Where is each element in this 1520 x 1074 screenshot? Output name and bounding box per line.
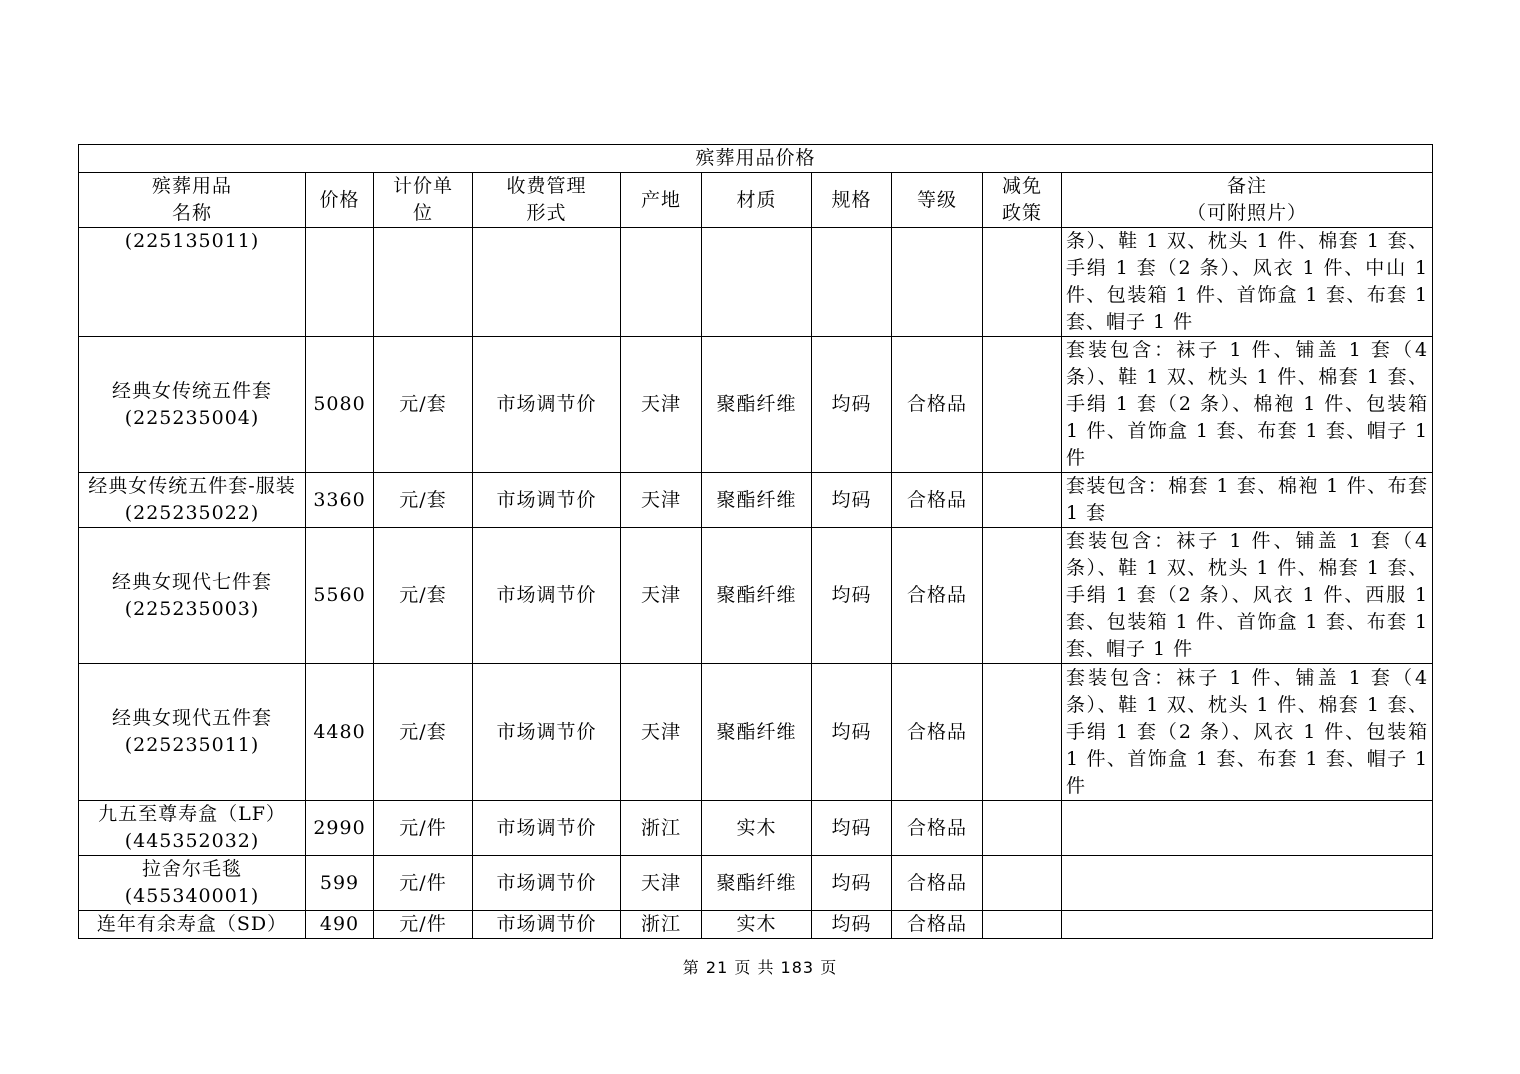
footer-total-pages: 183	[780, 958, 815, 977]
cell-fee-type	[473, 228, 621, 337]
table-row	[79, 664, 1433, 801]
cell-price	[306, 228, 374, 337]
header-price: 价格	[306, 173, 374, 228]
cell-spec: 均码	[812, 473, 892, 528]
cell-material: 聚酯纤维	[702, 473, 812, 528]
cell-remark: 套装包含：袜子 1 件、铺盖 1 套（4 条）、鞋 1 双、枕头 1 件、棉套 1 套、手绢 1 套（2 条）、棉袍 1 件、包装箱 1 件、首饰盒 1 套、布套 1 套、帽子 1 件	[1062, 337, 1433, 473]
cell-name: 连年有余寿盒（SD）	[79, 911, 306, 939]
cell-price: 4480	[306, 664, 374, 801]
cell-grade: 合格品	[892, 856, 983, 911]
table-row	[79, 856, 1433, 911]
cell-unit: 元/套	[374, 473, 473, 528]
cell-fee-type: 市场调节价	[473, 473, 621, 528]
table-row	[79, 911, 1433, 939]
cell-fee-type: 市场调节价	[473, 664, 621, 801]
header-spec: 规格	[812, 173, 892, 228]
cell-name: 经典女现代五件套 (225235011)	[79, 664, 306, 801]
header-unit: 计价单 位	[374, 173, 473, 228]
cell-remark: 套装包含：袜子 1 件、铺盖 1 套（4 条）、鞋 1 双、枕头 1 件、棉套 1 套、手绢 1 套（2 条）、风衣 1 件、包装箱 1 件、首饰盒 1 套、布套 1 套、帽子 1 件	[1062, 664, 1433, 801]
cell-remark	[1062, 911, 1433, 939]
cell-remark: 套装包含：棉套 1 套、棉袍 1 件、布套 1 套	[1062, 473, 1433, 528]
header-row	[79, 173, 1433, 228]
cell-material: 实木	[702, 801, 812, 856]
cell-origin	[621, 228, 702, 337]
cell-fee-type: 市场调节价	[473, 337, 621, 473]
cell-material: 聚酯纤维	[702, 664, 812, 801]
cell-name: 经典女传统五件套 (225235004)	[79, 337, 306, 473]
cell-fee-type: 市场调节价	[473, 911, 621, 939]
cell-policy	[983, 337, 1062, 473]
cell-unit: 元/件	[374, 801, 473, 856]
cell-origin: 浙江	[621, 911, 702, 939]
cell-fee-type: 市场调节价	[473, 528, 621, 664]
cell-name: 经典女现代七件套 (225235003)	[79, 528, 306, 664]
cell-price: 5560	[306, 528, 374, 664]
cell-policy	[983, 528, 1062, 664]
page-footer	[0, 955, 1520, 978]
footer-middle: 页 共	[734, 958, 775, 977]
footer-suffix: 页	[820, 958, 838, 977]
header-origin: 产地	[621, 173, 702, 228]
cell-policy	[983, 228, 1062, 337]
cell-origin: 浙江	[621, 801, 702, 856]
header-material: 材质	[702, 173, 812, 228]
footer-page-number: 21	[705, 958, 729, 977]
table-row	[79, 528, 1433, 664]
cell-material: 实木	[702, 911, 812, 939]
cell-unit: 元/件	[374, 911, 473, 939]
cell-policy	[983, 664, 1062, 801]
cell-policy	[983, 856, 1062, 911]
header-fee-type: 收费管理 形式	[473, 173, 621, 228]
cell-grade: 合格品	[892, 664, 983, 801]
cell-remark: 套装包含：袜子 1 件、铺盖 1 套（4 条）、鞋 1 双、枕头 1 件、棉套 1 套、手绢 1 套（2 条）、风衣 1 件、西服 1 套、包装箱 1 件、首饰盒 1 套、布套 1 套、帽子 1 件	[1062, 528, 1433, 664]
cell-origin: 天津	[621, 856, 702, 911]
cell-spec: 均码	[812, 664, 892, 801]
table-row	[79, 473, 1433, 528]
cell-origin: 天津	[621, 473, 702, 528]
cell-name: 经典女传统五件套-服装(225235022)	[79, 473, 306, 528]
cell-unit: 元/套	[374, 664, 473, 801]
cell-material	[702, 228, 812, 337]
cell-policy	[983, 473, 1062, 528]
cell-policy	[983, 911, 1062, 939]
cell-remark: 条）、鞋 1 双、枕头 1 件、棉套 1 套、手绢 1 套（2 条）、风衣 1 件、中山 1 件、包装箱 1 件、首饰盒 1 套、布套 1 套、帽子 1 件	[1062, 228, 1433, 337]
cell-material: 聚酯纤维	[702, 528, 812, 664]
cell-spec	[812, 228, 892, 337]
cell-grade: 合格品	[892, 801, 983, 856]
cell-name: 拉舍尔毛毯 (455340001)	[79, 856, 306, 911]
cell-unit	[374, 228, 473, 337]
cell-policy	[983, 801, 1062, 856]
cell-grade	[892, 228, 983, 337]
cell-name: (225135011)	[79, 228, 306, 337]
cell-unit: 元/套	[374, 528, 473, 664]
header-remark: 备注 （可附照片）	[1062, 173, 1433, 228]
cell-spec: 均码	[812, 801, 892, 856]
cell-spec: 均码	[812, 856, 892, 911]
cell-price: 3360	[306, 473, 374, 528]
cell-material: 聚酯纤维	[702, 856, 812, 911]
cell-origin: 天津	[621, 528, 702, 664]
cell-grade: 合格品	[892, 528, 983, 664]
price-table	[78, 144, 1433, 939]
cell-spec: 均码	[812, 911, 892, 939]
cell-price: 2990	[306, 801, 374, 856]
table-title: 殡葬用品价格	[79, 145, 1433, 173]
cell-remark	[1062, 856, 1433, 911]
header-name: 殡葬用品 名称	[79, 173, 306, 228]
footer-prefix: 第	[682, 958, 700, 977]
cell-price: 5080	[306, 337, 374, 473]
header-policy: 减免 政策	[983, 173, 1062, 228]
cell-name: 九五至尊寿盒（LF） (445352032)	[79, 801, 306, 856]
cell-spec: 均码	[812, 528, 892, 664]
cell-fee-type: 市场调节价	[473, 856, 621, 911]
cell-material: 聚酯纤维	[702, 337, 812, 473]
header-grade: 等级	[892, 173, 983, 228]
cell-unit: 元/套	[374, 337, 473, 473]
cell-price: 490	[306, 911, 374, 939]
cell-origin: 天津	[621, 337, 702, 473]
cell-spec: 均码	[812, 337, 892, 473]
table-row	[79, 228, 1433, 337]
cell-price: 599	[306, 856, 374, 911]
table-row	[79, 801, 1433, 856]
cell-origin: 天津	[621, 664, 702, 801]
cell-unit: 元/件	[374, 856, 473, 911]
cell-fee-type: 市场调节价	[473, 801, 621, 856]
cell-grade: 合格品	[892, 473, 983, 528]
cell-remark	[1062, 801, 1433, 856]
cell-grade: 合格品	[892, 337, 983, 473]
cell-grade: 合格品	[892, 911, 983, 939]
table-row	[79, 337, 1433, 473]
